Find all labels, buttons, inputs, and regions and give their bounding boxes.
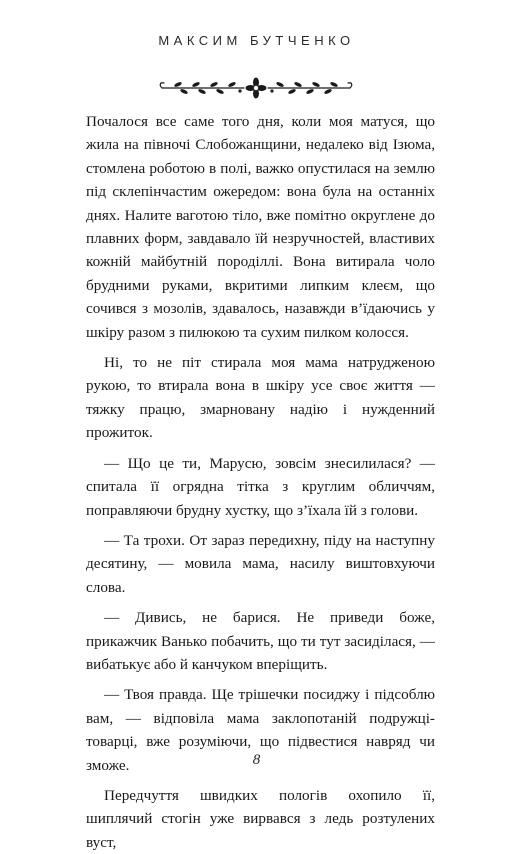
dialogue-paragraph: — Що це ти, Марусю, зовсім знесилилася? — спитала її огрядна тітка з круглим обличчям, поправляючи брудну хустку, що з’їхала їй з голови. — [86, 454, 435, 519]
dialogue-paragraph: — Та трохи. От зараз передихну, піду на наступну десятину, — мовила мама, насилу виштовхуючи слова. — [86, 531, 435, 596]
running-header-author: МАКСИМ БУТЧЕНКО — [158, 33, 355, 48]
page-number: 8 — [252, 752, 261, 768]
floral-divider-icon — [156, 76, 356, 100]
body-text — [86, 110, 435, 854]
paragraph: Почалося все саме того дня, коли моя матуся, що жила на півночі Слобожанщини, недалеко від Ізюма, стомлена роботою в полі, важко опустилася на землю під склепінчастим ожередом: вона була на останніх днях. Налите ваготою тіло, вже помітно округлене до плавних форм, завдавало їй незручностей, властивих кожній майбутній породіллі. Вона витирала чоло брудними руками, вкритими липким клеєм, що сочився з мозолів, здавалось, назавжди в’їдаючись у шкіру разом з пилюкою та сухим пилком колосся. — [86, 113, 435, 341]
dialogue-paragraph: — Дивись, не барися. Не приведи боже, прикажчик Ванько побачить, що ти тут засиділася, — вибатькує або й канчуком вперіщить. — [86, 609, 435, 673]
paragraph: Ні, то не піт стирала моя мама натрудженою рукою, то втирала вона в шкіру усе своє життя — тяжку працю, змарновану надію і нужденний прожиток. — [86, 354, 435, 442]
paragraph: Передчуття швидких пологів охопило її, шиплячий стогін уже вирвався з ледь розтулених вуст, — [86, 786, 435, 851]
dialogue-paragraph: — Твоя правда. Ще трішечки посиджу і підсоблю вам, — відповіла мама заклопотаній подружці-товарці, вже розуміючи, що підвестися навряд чи зможе. — [86, 686, 435, 774]
